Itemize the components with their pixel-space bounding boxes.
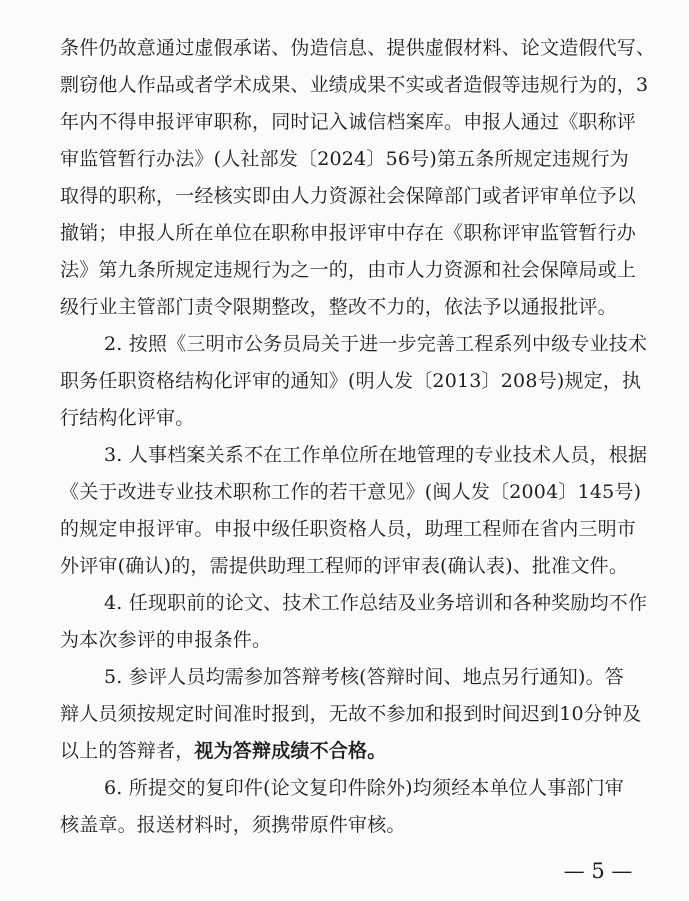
paragraph-1-line-8: 级行业主管部门责令限期整改，整改不力的，依法予以通报批评。 [60, 296, 617, 318]
paragraph-2-line-2: 职务任职资格结构化评审的通知》(明人发〔2013〕208号)规定，执 [60, 370, 642, 392]
page-number: — 5 — [563, 859, 633, 883]
paragraph-4-line-1: 4. 任现职前的论文、技术工作总结及业务培训和各种奖励均不作 [104, 592, 648, 614]
paragraph-5-line-3 [60, 738, 386, 764]
paragraph-1-line-5: 取得的职称，一经核实即由人力资源社会保障部门或者评审单位予以 [60, 185, 637, 207]
paragraph-1-line-4: 审监管暂行办法》(人社部发〔2024〕56号)第五条所规定违规行为 [60, 148, 629, 170]
paragraph-2-line-1: 2. 按照《三明市公务员局关于进一步完善工程系列中级专业技术 [104, 333, 648, 355]
paragraph-6-line-1: 6. 所提交的复印件(论文复印件除外)均须经本单位人事部门审 [104, 777, 624, 799]
paragraph-5-emphasis: 视为答辩成绩不合格。 [194, 740, 387, 762]
paragraph-3-line-3: 的规定申报评审。申报中级任职资格人员，助理工程师在省内三明市 [60, 518, 637, 540]
paragraph-3-line-2: 《关于改进专业技术职称工作的若干意见》(闽人发〔2004〕145号) [60, 481, 642, 503]
paragraph-6-line-2: 核盖章。报送材料时，须携带原件审核。 [60, 814, 406, 836]
paragraph-1-line-1: 条件仍故意通过虚假承诺、伪造信息、提供虚假材料、论文造假代写、 [60, 37, 656, 59]
paragraph-3-line-4: 外评审(确认)的，需提供助理工程师的评审表(确认表)、批准文件。 [60, 555, 629, 577]
paragraph-2-line-3: 行结构化评审。 [60, 407, 195, 429]
paragraph-1-line-2: 剽窃他人作品或者学术成果、业绩成果不实或者造假等违规行为的，3 [60, 74, 649, 96]
paragraph-4-line-2: 为本次参评的申报条件。 [60, 629, 272, 651]
paragraph-1-line-7: 法》第九条所规定违规行为之一的，由市人力资源和社会保障局或上 [60, 259, 637, 281]
paragraph-1-line-6: 撤销；申报人所在单位在职称申报评审中存在《职称评审监管暂行办 [60, 222, 637, 244]
paragraph-5-line-2: 辩人员须按规定时间准时报到，无故不参加和报到时间迟到10分钟及 [60, 703, 642, 725]
paragraph-5-line-1: 5. 参评人员均需参加答辩考核(答辩时间、地点另行通知)。答 [104, 666, 624, 688]
paragraph-5-line-3-text: 以上的答辩者， [60, 740, 195, 762]
paragraph-1-line-3: 年内不得申报评审职称，同时记入诚信档案库。申报人通过《职称评 [60, 111, 637, 133]
paragraph-3-line-1: 3. 人事档案关系不在工作单位所在地管理的专业技术人员，根据 [104, 444, 648, 466]
